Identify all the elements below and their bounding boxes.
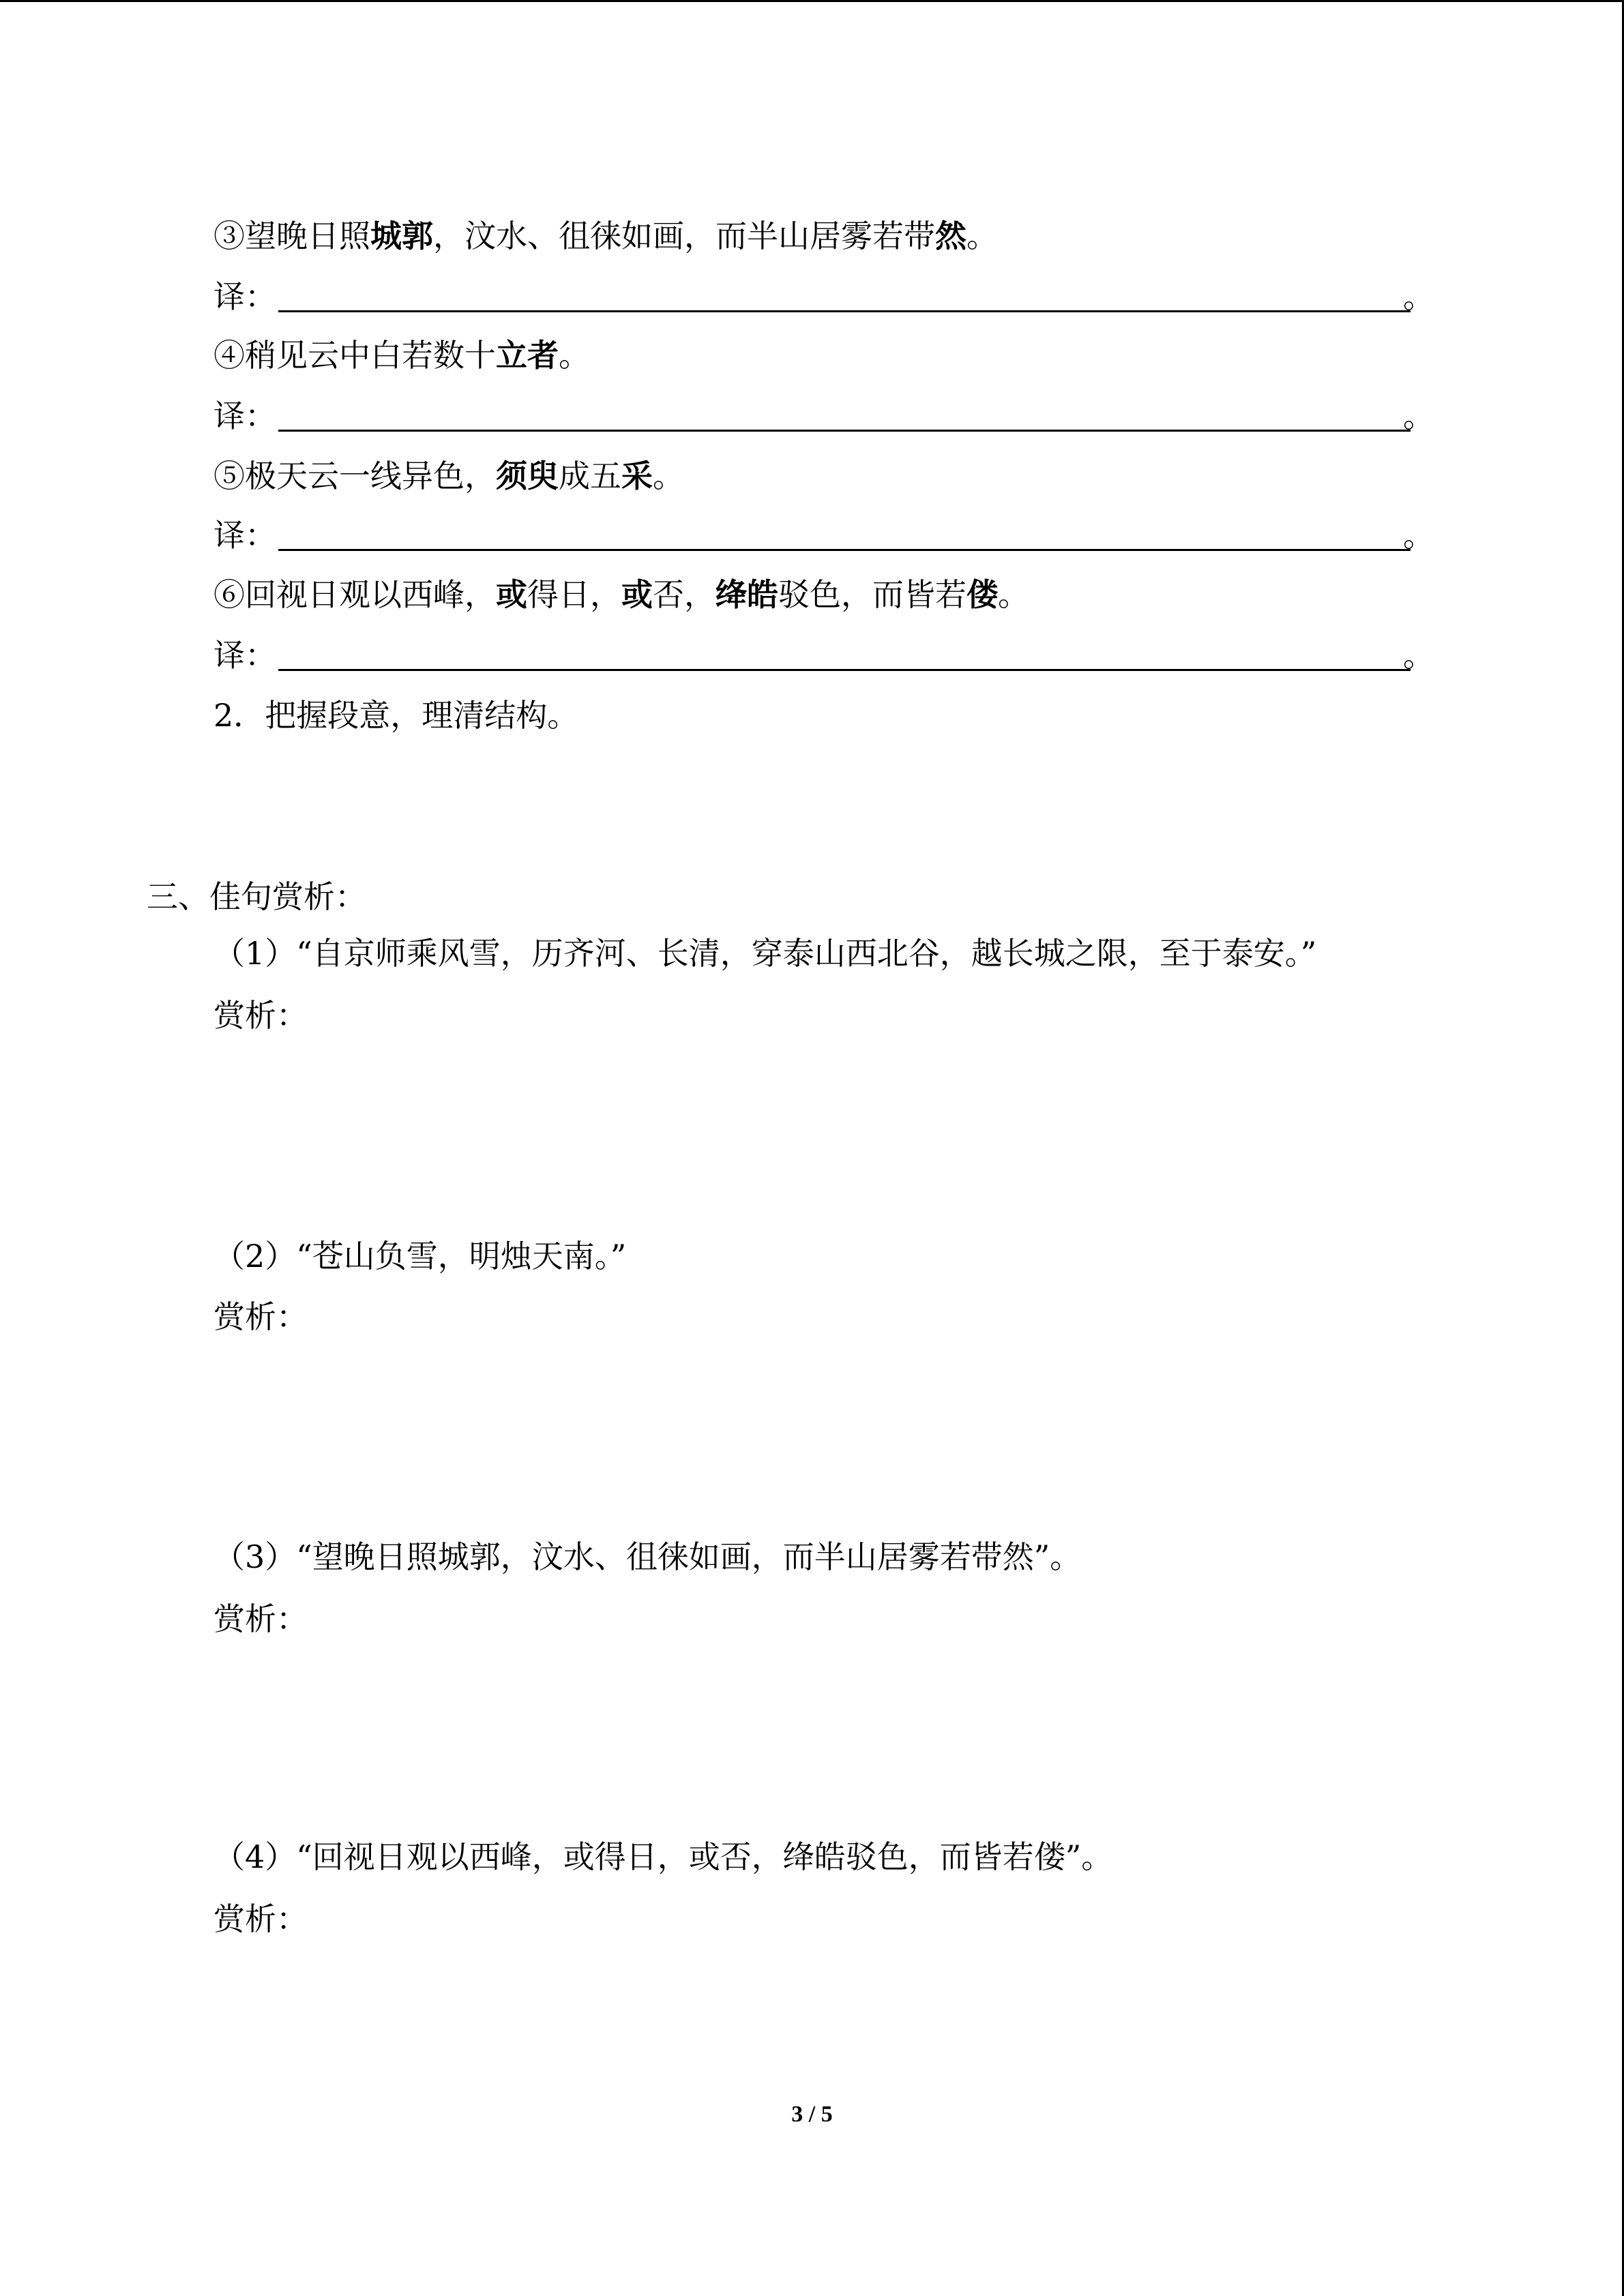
appreciation-quote-4: （4）“回视日观以西峰，或得日，或否，绛皓驳色，而皆若偻”。 bbox=[213, 1838, 1113, 1875]
appreciation-quote-1: （1）“自京师乘风雪，历齐河、长清，穿泰山西北谷，越长城之限，至于泰安。” bbox=[213, 935, 1317, 972]
bold-keyword: 立者 bbox=[496, 337, 559, 374]
bold-keyword: 或 bbox=[621, 576, 653, 613]
bold-keyword: 或 bbox=[496, 576, 527, 613]
translation-blank-6[interactable] bbox=[213, 636, 1434, 674]
text-segment: 否， bbox=[653, 576, 715, 613]
bold-keyword: 城郭 bbox=[370, 218, 433, 254]
line-end-period: 。 bbox=[1403, 398, 1434, 434]
appreciation-label-3: 赏析： bbox=[213, 1600, 308, 1637]
answer-underline[interactable] bbox=[278, 430, 1411, 432]
bold-keyword: 采 bbox=[621, 458, 653, 494]
text-segment: 。 bbox=[966, 218, 998, 254]
page-number: 3 / 5 bbox=[791, 2102, 833, 2127]
line-end-period: 。 bbox=[1403, 517, 1434, 554]
translate-label: 译： bbox=[213, 278, 276, 315]
appreciation-label-4: 赏析： bbox=[213, 1900, 308, 1937]
line-end-period: 。 bbox=[1403, 637, 1434, 674]
answer-underline[interactable] bbox=[278, 310, 1411, 312]
translation-blank-4[interactable] bbox=[213, 397, 1434, 435]
translation-blank-3[interactable] bbox=[213, 278, 1434, 316]
appreciation-quote-2: （2）“苍山负雪，明烛天南。” bbox=[213, 1238, 627, 1274]
line-end-period: 。 bbox=[1403, 278, 1434, 315]
bold-keyword: 偻 bbox=[966, 576, 998, 613]
text-segment: 。 bbox=[559, 337, 590, 374]
sentence-4 bbox=[213, 336, 590, 374]
text-segment: ，汶水、徂徕如画，而半山居雾若带 bbox=[433, 218, 935, 254]
text-segment: ④稍见云中白若数十 bbox=[213, 337, 496, 374]
text-segment: ⑤极天云一线异色， bbox=[213, 458, 496, 494]
appreciation-quote-3: （3）“望晚日照城郭，汶水、徂徕如画，而半山居雾若带然”。 bbox=[213, 1538, 1082, 1575]
text-segment: 。 bbox=[998, 576, 1029, 613]
answer-underline[interactable] bbox=[278, 549, 1411, 551]
answer-underline[interactable] bbox=[278, 669, 1411, 671]
text-segment: 成五 bbox=[559, 458, 621, 494]
sentence-3 bbox=[213, 217, 998, 255]
bold-keyword: 须臾 bbox=[496, 458, 559, 494]
sentence-5 bbox=[213, 457, 684, 495]
translate-label: 译： bbox=[213, 637, 276, 674]
section-3-title: 三、佳句赏析： bbox=[147, 878, 366, 915]
translate-label: 译： bbox=[213, 517, 276, 554]
translation-blank-5[interactable] bbox=[213, 516, 1434, 554]
text-segment: 得日， bbox=[527, 576, 621, 613]
item-2-heading: 2．把握段意，理清结构。 bbox=[213, 697, 579, 734]
bold-keyword: 然 bbox=[935, 218, 966, 254]
text-segment: ③望晚日照 bbox=[213, 218, 370, 254]
text-segment: ⑥回视日观以西峰， bbox=[213, 576, 496, 613]
appreciation-label-2: 赏析： bbox=[213, 1298, 308, 1335]
appreciation-label-1: 赏析： bbox=[213, 997, 308, 1034]
bold-keyword: 绛皓 bbox=[715, 576, 778, 613]
translate-label: 译： bbox=[213, 398, 276, 434]
text-segment: 驳色，而皆若 bbox=[778, 576, 966, 613]
text-segment: 。 bbox=[653, 458, 684, 494]
sentence-6 bbox=[213, 576, 1029, 614]
